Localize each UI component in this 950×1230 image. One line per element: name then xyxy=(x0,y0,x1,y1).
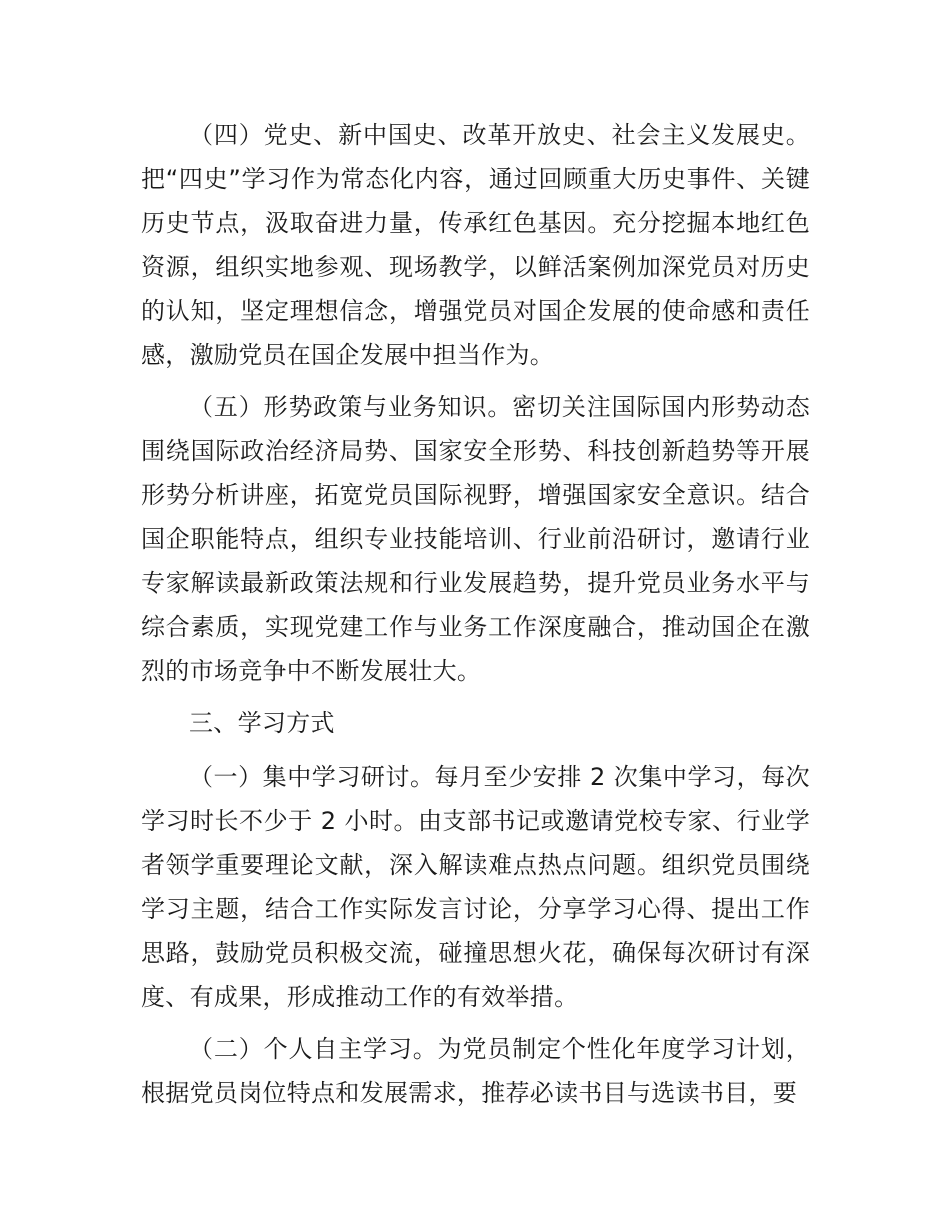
document-body xyxy=(141,113,810,1123)
paragraph-self-study: （二）个人自主学习。为党员制定个性化年度学习计划，根据党员岗位特点和发展需求，推荐必读书目与选读书目，要 xyxy=(141,1035,810,1107)
section-heading-study-methods: 三、学习方式 xyxy=(189,709,335,737)
paragraph-four-histories: （四）党史、新中国史、改革开放史、社会主义发展史。把“四史”学习作为常态化内容，通过回顾重大历史事件、关键历史节点，汲取奋进力量，传承红色基因。充分挖掘本地红色资源，组织实地参观、现场教学，以鲜活案例加深党员对历史的认知，坚定理想信念，增强党员对国企发展的使命感和责任感，激励党员在国企发展中担当作为。 xyxy=(141,121,810,369)
paragraph-situation-policy: （五）形势政策与业务知识。密切关注国际国内形势动态围绕国际政治经济局势、国家安全形势、科技创新趋势等开展形势分析讲座，拓宽党员国际视野，增强国家安全意识。结合国企职能特点，组织专业技能培训、行业前沿研讨，邀请行业专家解读最新政策法规和行业发展趋势，提升党员业务水平与综合素质，实现党建工作与业务工作深度融合，推动国企在激烈的市场竞争中不断发展壮大。 xyxy=(141,393,810,685)
paragraph-collective-study: （一）集中学习研讨。每月至少安排 2 次集中学习，每次学习时长不少于 2 小时。由支部书记或邀请党校专家、行业学者领学重要理论文献，深入解读难点热点问题。组织党员围绕学习主题，结合工作实际发言讨论，分享学习心得、提出工作思路，鼓励党员积极交流，碰撞思想火花，确保每次研讨有深度、有成果，形成推动工作的有效举措。 xyxy=(141,763,810,1011)
